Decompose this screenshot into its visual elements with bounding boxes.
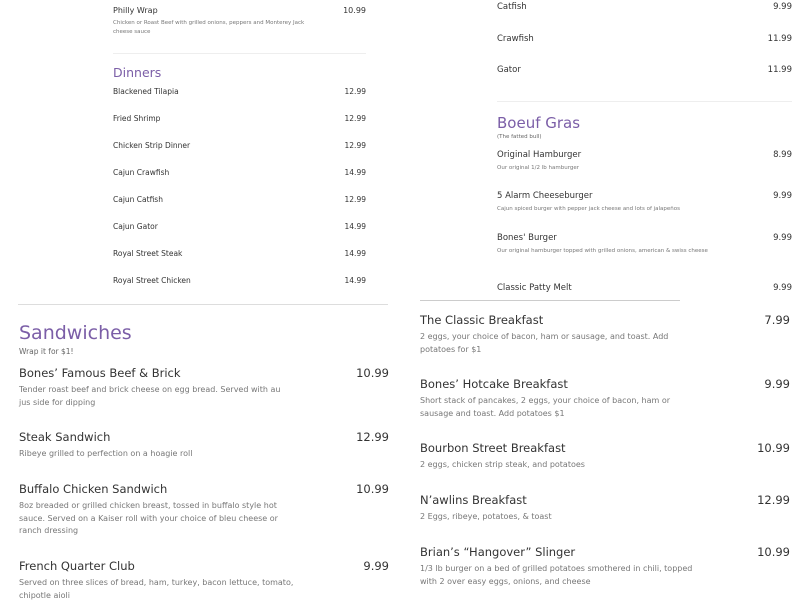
menu-item-price: 12.99	[344, 114, 366, 123]
menu-item-price: 10.99	[356, 366, 389, 380]
menu-item-desc: 1/3 lb burger on a bed of grilled potatoes smothered in chili, topped with 2 over easy eggs, onions, and cheese	[420, 564, 693, 586]
menu-item-name: Bones’ Hotcake Breakfast	[420, 377, 568, 391]
menu-item-name: Gator	[497, 65, 521, 75]
section-title-boeuf-gras: Boeuf Gras	[497, 114, 581, 132]
boeuf-panel	[410, 0, 800, 302]
menu-item-desc: Tender roast beef and brick cheese on egg bread. Served with au jus side for dipping	[19, 385, 281, 407]
menu-item-price: 9.99	[773, 233, 792, 243]
menu-item-price: 11.99	[767, 65, 792, 75]
menu-item-name: Cajun Gator	[113, 222, 158, 231]
menu-item-name: Blackened Tilapia	[113, 87, 179, 96]
menu-item-price: 12.99	[344, 141, 366, 150]
menu-item-price: 8.99	[773, 150, 792, 160]
menu-item-price: 14.99	[344, 276, 366, 285]
menu-item-name: Cajun Crawfish	[113, 168, 170, 177]
menu-item-price: 9.99	[773, 191, 792, 201]
menu-item-name: Cajun Catfish	[113, 195, 163, 204]
menu-item-name: Royal Street Steak	[113, 249, 183, 258]
breakfast-panel	[400, 302, 800, 600]
menu-item-price: 12.99	[344, 195, 366, 204]
menu-item-desc: Ribeye grilled to perfection on a hoagie roll	[19, 449, 193, 458]
menu-item-desc: 2 Eggs, ribeye, potatoes, & toast	[420, 512, 552, 521]
menu-item-price: 12.99	[356, 430, 389, 444]
menu-item-name: Original Hamburger	[497, 150, 582, 160]
menu-item-name: Bourbon Street Breakfast	[420, 441, 566, 455]
menu-item-price: 10.99	[757, 545, 790, 559]
menu-item-desc: Cajun spiced burger with pepper jack cheese and lots of jalapeños	[497, 206, 681, 212]
menu-item-price: 9.99	[773, 2, 792, 12]
menu-item-name: Crawfish	[497, 34, 534, 44]
menu-item-desc: 8oz breaded or grilled chicken breast, tossed in buffalo style hot sauce. Served on a Kaiser roll with your choice of bleu cheese or ranch dressing	[19, 501, 278, 535]
section-subtitle: (The fatted bull)	[497, 134, 542, 140]
menu-item-desc: Short stack of pancakes, 2 eggs, your choice of bacon, ham or sausage and toast. Add potatoes $1	[420, 396, 671, 418]
menu-item-price: 10.99	[356, 482, 389, 496]
menu-item-price: 9.99	[363, 559, 389, 573]
menu-item-price: 12.99	[757, 493, 790, 507]
menu-item-desc: Served on three slices of bread, ham, turkey, bacon lettuce, tomato, chipotle aioli	[19, 578, 294, 600]
menu-item-name: The Classic Breakfast	[420, 313, 544, 327]
menu-item-price: 11.99	[767, 34, 792, 44]
section-subtitle: Wrap it for $1!	[19, 347, 74, 356]
menu-item-name: French Quarter Club	[19, 559, 135, 573]
menu-item-price: 14.99	[344, 222, 366, 231]
menu-item-price: 9.99	[764, 377, 790, 391]
menu-item-name: Catfish	[497, 2, 527, 12]
menu-item-desc: Our original 1/2 lb hamburger	[497, 165, 579, 171]
menu-item-price: 9.99	[773, 283, 792, 293]
section-title-sandwiches: Sandwiches	[19, 322, 132, 344]
menu-item-price: 10.99	[757, 441, 790, 455]
menu-item-desc: 2 eggs, chicken strip steak, and potatoes	[420, 460, 585, 469]
menu-item-name: 5 Alarm Cheeseburger	[497, 191, 593, 201]
menu-item-name: N’awlins Breakfast	[420, 493, 527, 507]
menu-item-name: Royal Street Chicken	[113, 276, 191, 285]
menu-item-desc: Our original hamburger topped with grilled onions, american & swiss cheese	[497, 248, 708, 254]
menu-item-price: 7.99	[764, 313, 790, 327]
menu-item-price: 12.99	[344, 87, 366, 96]
menu-item-desc: Chicken or Roast Beef with grilled onions, peppers and Monterey Jack cheese sauce	[113, 20, 305, 35]
sandwiches-panel	[0, 306, 400, 600]
menu-item-name: Fried Shrimp	[113, 114, 161, 123]
menu-item-name: Steak Sandwich	[19, 430, 111, 444]
menu-item-name: Bones' Burger	[497, 233, 557, 243]
menu-item-name: Bones’ Famous Beef & Brick	[19, 366, 181, 380]
section-title-dinners: Dinners	[113, 65, 162, 80]
menu-item-price: 14.99	[344, 168, 366, 177]
menu-item-name: Buffalo Chicken Sandwich	[19, 482, 168, 496]
menu-item-name: Classic Patty Melt	[497, 283, 572, 293]
divider	[113, 53, 366, 54]
menu-item-name: Brian’s “Hangover” Slinger	[420, 545, 576, 559]
divider	[18, 304, 388, 305]
divider	[497, 101, 792, 102]
menu-item-name: Chicken Strip Dinner	[113, 141, 191, 150]
menu-item-name: Philly Wrap	[113, 6, 158, 15]
menu-item-price: 10.99	[343, 6, 366, 15]
divider	[420, 300, 680, 301]
menu-item-desc: 2 eggs, your choice of bacon, ham or sausage, and toast. Add potatoes for $1	[420, 332, 669, 354]
menu-item-price: 14.99	[344, 249, 366, 258]
dinners-panel	[0, 0, 400, 306]
